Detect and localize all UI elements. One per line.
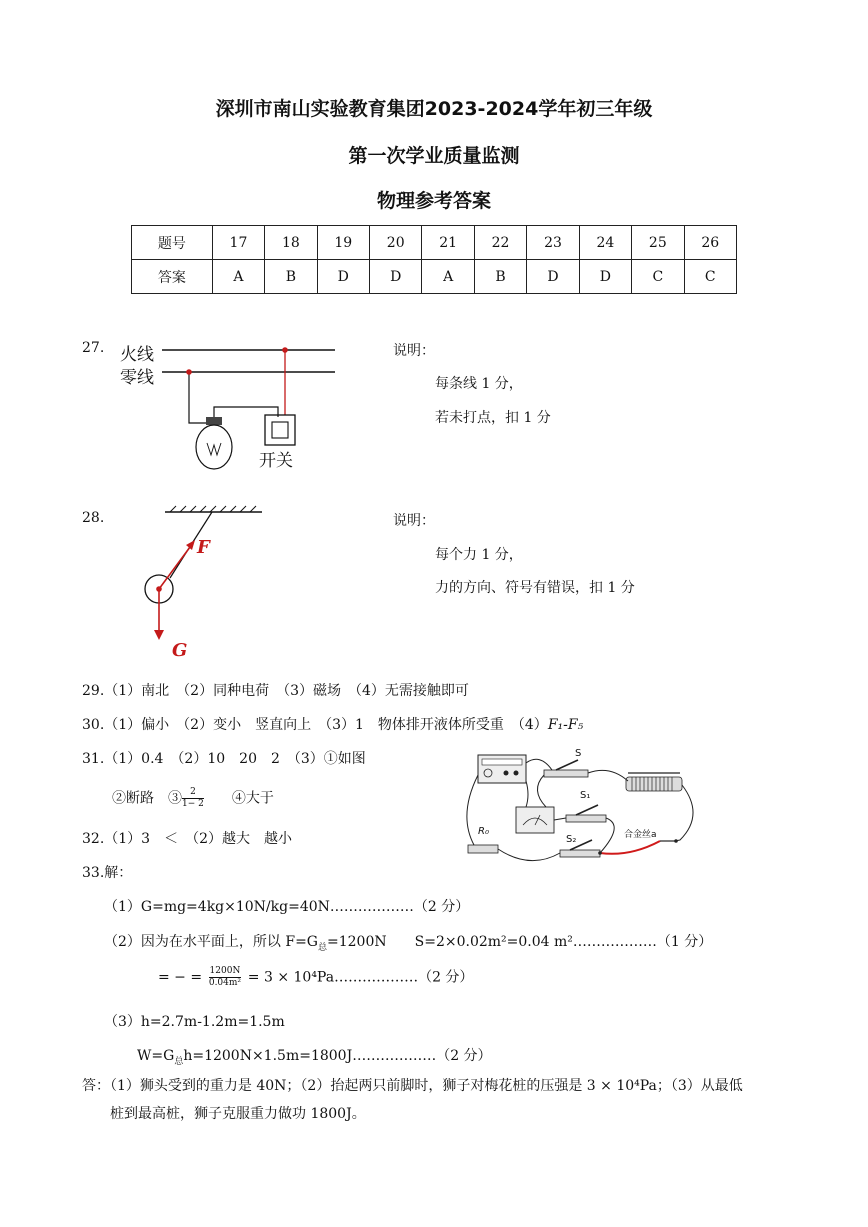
row-label-number: 题号 (132, 226, 213, 260)
q33-answer-line2: 桩到最高桩，狮子克服重力做功 1800J。 (110, 1106, 366, 1122)
circuit-label-s2: S₂ (566, 834, 577, 845)
q33-head: 33.解： (82, 865, 133, 881)
table-cell: 19 (317, 226, 369, 260)
q32-answer: 32.（1）3 ＜ （2）越大 越小 (82, 831, 292, 847)
lamp-wire (189, 372, 208, 423)
table-cell: D (370, 260, 422, 294)
table-cell: C (632, 260, 684, 294)
q33-part2: （2）因为在水平面上，所以 $F=G_总=1200N$ S=2×0.02m²=0.04 m²………………（1 分） (104, 934, 713, 953)
q27-number: 27. (82, 340, 105, 356)
rheostat-icon (626, 777, 682, 791)
circuit-label-r0: R₀ (478, 826, 489, 837)
circuit-label-s1: S₁ (580, 790, 591, 801)
bulb-icon (196, 425, 232, 469)
q30-answer: 30.（1）偏小 （2）变小 竖直向上 （3）1 物体排开液体所受重 （4）F₁-F₅ (82, 717, 584, 733)
circuit-diagram (460, 745, 705, 875)
switch-s-icon (544, 770, 588, 777)
table-row-numbers (132, 226, 737, 260)
q27-note-1: 每条线 1 分， (435, 376, 523, 392)
q31-answer-2: ②断路 ③ $\frac{2}{1- 2}$ ④大于 (112, 787, 274, 809)
q28-note-1: 每个力 1 分， (435, 547, 523, 563)
q28-number: 28. (82, 510, 105, 526)
q28-note-title: 说明： (393, 513, 435, 529)
q29-answer: 29.（1）南北 （2）同种电荷 （3）磁场 （4）无需接触即可 (82, 683, 469, 699)
junction-dot-zero (186, 369, 192, 375)
switch-label: 开关 (259, 451, 293, 471)
circuit-label-wire: 合金丝a (624, 830, 657, 840)
junction-dot-fire (282, 347, 288, 353)
table-cell: 26 (684, 226, 736, 260)
zero-line-label: 零线 (120, 368, 154, 388)
meter-icon (516, 807, 554, 833)
table-cell: B (474, 260, 526, 294)
q33-part2-formula: = − = $\frac{1200N}{\text{0.04m²}}$ = 3 × 10⁴Pa………………（2 分） (158, 966, 474, 988)
q33-part3-work: $W=G_总h=1200N\times 1.5m=1800J\dots\dots\dots\dots\dots\dots(2$ 分） (137, 1048, 492, 1067)
switch-s2-icon (560, 850, 600, 857)
table-cell: A (422, 260, 474, 294)
q33-part3: （3）h=2.7m-1.2m=1.5m (104, 1014, 285, 1030)
table-cell: 25 (632, 226, 684, 260)
table-cell: 22 (474, 226, 526, 260)
q27-note-title: 说明： (393, 343, 435, 359)
table-cell: 18 (265, 226, 317, 260)
q33-part1: （1）G=mg=4kg×10N/kg=40N………………（2 分） (104, 899, 470, 915)
force-diagram (140, 500, 270, 665)
table-row-answers (132, 260, 737, 294)
table-cell: 24 (579, 226, 631, 260)
switch-box (265, 415, 295, 445)
page-title: 深圳市南山实验教育集团2023-2024学年初三年级 (215, 98, 653, 120)
table-cell: 21 (422, 226, 474, 260)
row-label-answer: 答案 (132, 260, 213, 294)
table-cell: D (579, 260, 631, 294)
table-cell: C (684, 260, 736, 294)
fire-line-label: 火线 (120, 345, 154, 365)
table-cell: B (265, 260, 317, 294)
alloy-wire-red (600, 841, 660, 854)
table-cell: 23 (527, 226, 579, 260)
q33-answer-line1: 答：（1）狮头受到的重力是 40N；（2）抬起两只前脚时，狮子对梅花桩的压强是 3 × 10⁴Pa；（3）从最低 (82, 1078, 743, 1094)
circuit-label-s: S (575, 748, 582, 759)
table-cell: D (527, 260, 579, 294)
lamp-holder (206, 417, 222, 425)
force-f-arrow (159, 543, 193, 589)
answer-table (131, 225, 737, 294)
section-title: 物理参考答案 (376, 190, 491, 212)
force-f-label: F (197, 537, 210, 558)
q27-note-2: 若未打点，扣 1 分 (435, 410, 551, 426)
table-cell: D (317, 260, 369, 294)
table-cell: 17 (212, 226, 264, 260)
table-cell: A (212, 260, 264, 294)
switch-s1-icon (566, 815, 606, 822)
force-g-label: G (172, 640, 188, 661)
table-cell: 20 (370, 226, 422, 260)
q28-note-2: 力的方向、符号有错误，扣 1 分 (435, 580, 635, 596)
page-subtitle: 第一次学业质量监测 (348, 145, 520, 167)
q31-answer-1: 31.（1）0.4 （2）10 20 2 （3）①如图 (82, 751, 366, 767)
resistor-r0-icon (468, 845, 498, 853)
